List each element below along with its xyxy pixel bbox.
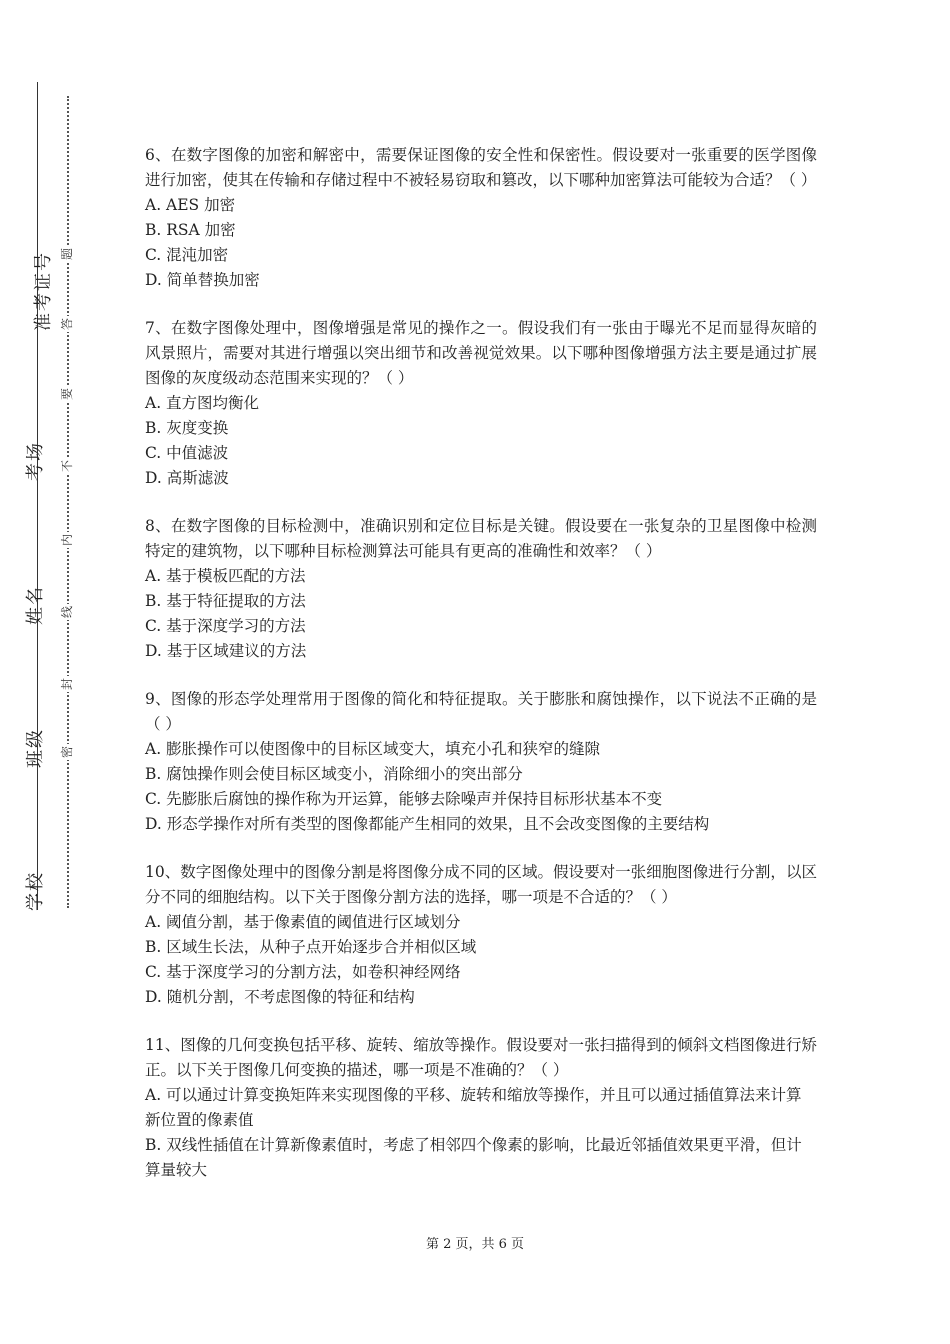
seal-char-bu: 不 <box>60 460 74 473</box>
option-b: B. 区域生长法，从种子点开始逐步合并相似区域 <box>145 938 477 956</box>
option-d: D. 形态学操作对所有类型的图像都能产生相同的效果，且不会改变图像的主要结构 <box>145 815 710 833</box>
question-stem: 7、在数字图像处理中，图像增强是常见的操作之一。假设我们有一张由于曝光不足而显得灰暗的风景照片，需要对其进行增强以突出细节和改善视觉效果。以下哪种图像增强方法主要是通过扩展图像的灰度级动态范围来实现的？（ ） <box>145 319 817 387</box>
label-class: 班级 <box>25 728 46 768</box>
label-name: 姓名 <box>25 585 46 625</box>
option-c: C. 混沌加密 <box>145 246 229 264</box>
option-c: C. 先膨胀后腐蚀的操作称为开运算，能够去除噪声并保持目标形状基本不变 <box>145 790 663 808</box>
seal-char-feng: 封 <box>60 678 74 691</box>
label-exam-number: 准考证号 <box>33 251 54 331</box>
label-school: 学校 <box>25 871 46 911</box>
option-c: C. 基于深度学习的分割方法，如卷积神经网络 <box>145 963 461 981</box>
question-stem: 6、在数字图像的加密和解密中，需要保证图像的安全性和保密性。假设要对一张重要的医学图像进行加密，使其在传输和存储过程中不被轻易窃取和篡改，以下哪种加密算法可能较为合适？（ ） <box>145 146 817 189</box>
question-list <box>145 143 817 1206</box>
seal-char-xian: 线 <box>60 606 74 619</box>
question-9 <box>145 687 817 837</box>
question-7 <box>145 316 817 491</box>
seal-char-mi: 密 <box>60 746 74 759</box>
option-b: B. 基于特征提取的方法 <box>145 592 306 610</box>
question-stem: 11、图像的几何变换包括平移、旋转、缩放等操作。假设要对一张扫描得到的倾斜文档图像进行矫正。以下关于图像几何变换的描述，哪一项是不准确的？（ ） <box>145 1036 817 1079</box>
question-6 <box>145 143 817 293</box>
option-a: A. 可以通过计算变换矩阵来实现图像的平移、旋转和缩放等操作，并且可以通过插值算法来计算新位置的像素值 <box>145 1086 802 1129</box>
option-a: A. 阈值分割，基于像素值的阈值进行区域划分 <box>145 913 461 931</box>
question-11 <box>145 1033 817 1183</box>
seal-dotted-line <box>67 96 69 908</box>
option-c: C. 中值滤波 <box>145 444 229 462</box>
option-b: B. 双线性插值在计算新像素值时，考虑了相邻四个像素的影响，比最近邻插值效果更平滑，但计算量较大 <box>145 1136 802 1179</box>
label-exam-room: 考场 <box>25 441 46 481</box>
option-b: B. 腐蚀操作则会使目标区域变小，消除细小的突出部分 <box>145 765 523 783</box>
question-stem: 10、数字图像处理中的图像分割是将图像分成不同的区域。假设要对一张细胞图像进行分割，以区分不同的细胞结构。以下关于图像分割方法的选择，哪一项是不合适的？（ ） <box>145 863 817 906</box>
seal-char-nei: 内 <box>60 534 74 547</box>
option-a: A. 膨胀操作可以使图像中的目标区域变大，填充小孔和狭窄的缝隙 <box>145 740 601 758</box>
option-d: D. 基于区域建议的方法 <box>145 642 307 660</box>
question-8 <box>145 514 817 664</box>
page-footer: 第 2 页，共 6 页 <box>425 1237 525 1252</box>
option-d: D. 简单替换加密 <box>145 271 260 289</box>
option-a: A. 基于模板匹配的方法 <box>145 567 306 585</box>
seal-char-ti: 题 <box>60 248 74 261</box>
option-d: D. 高斯滤波 <box>145 469 229 487</box>
option-d: D. 随机分割，不考虑图像的特征和结构 <box>145 988 415 1006</box>
question-stem: 9、图像的形态学处理常用于图像的简化和特征提取。关于膨胀和腐蚀操作，以下说法不正确的是（ ） <box>145 690 817 733</box>
option-a: A. AES 加密 <box>145 196 236 214</box>
binding-margin <box>0 0 100 1344</box>
seal-char-yao: 要 <box>60 388 74 401</box>
option-b: B. 灰度变换 <box>145 419 229 437</box>
option-a: A. 直方图均衡化 <box>145 394 260 412</box>
seal-char-da: 答 <box>60 318 74 331</box>
option-b: B. RSA 加密 <box>145 221 236 239</box>
option-c: C. 基于深度学习的方法 <box>145 617 306 635</box>
binding-line <box>37 82 38 910</box>
question-10 <box>145 860 817 1010</box>
question-stem: 8、在数字图像的目标检测中，准确识别和定位目标是关键。假设要在一张复杂的卫星图像中检测特定的建筑物，以下哪种目标检测算法可能具有更高的准确性和效率？（ ） <box>145 517 817 560</box>
